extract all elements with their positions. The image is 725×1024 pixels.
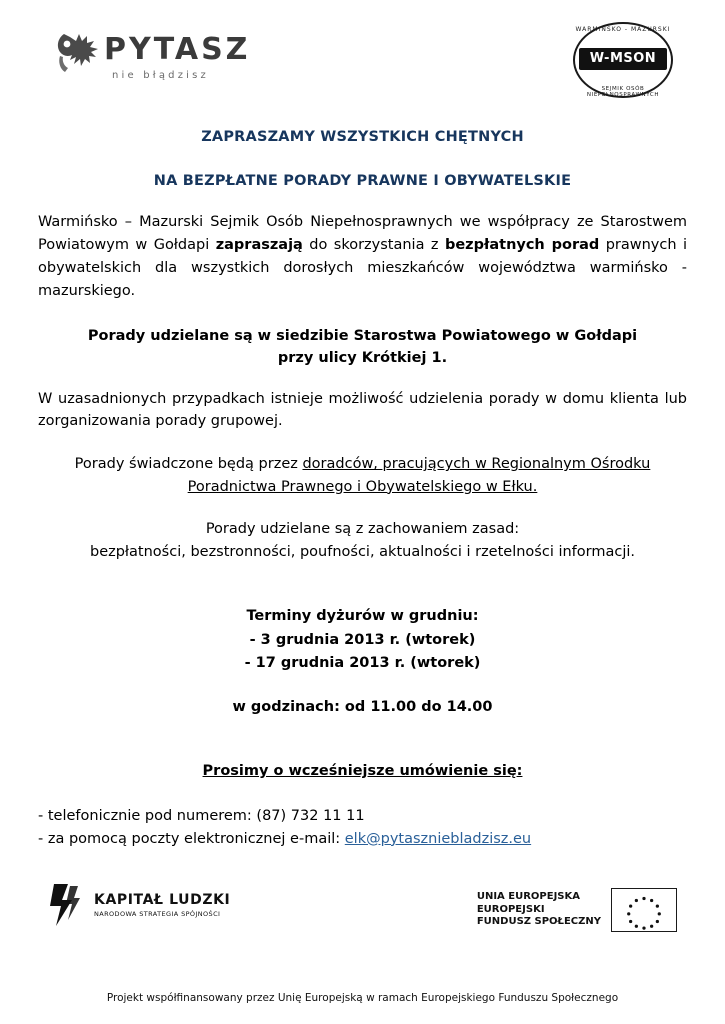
document-body <box>38 126 687 851</box>
wmson-arc-top: WARMIŃSKO - MAZURSKI <box>575 26 671 33</box>
kapital-ludzki-title: KAPITAŁ LUDZKI <box>94 892 231 908</box>
unia-europejska-text <box>477 891 601 929</box>
page-title-line-2: NA BEZPŁATNE PORADY PRAWNE I OBYWATELSKIE <box>153 173 572 190</box>
wmson-acronym: W-MSON <box>589 51 657 66</box>
intro-part-1: Warmińsko – Mazurski Sejmik Osób Niepełnosprawnych we współpracy ze Starostwem Powiatowym w Gołdapi <box>38 213 687 253</box>
location-line-1: Porady udzielane są w siedzibie Starostwa Powiatowego w Gołdapi <box>87 327 638 344</box>
intro-bold-2: bezpłatnych porad <box>444 236 600 253</box>
advisors-prefix: Porady świadczone będą przez <box>74 456 303 473</box>
unia-europejska-logo <box>477 888 677 932</box>
principles-block <box>38 518 687 563</box>
pytasz-tagline: nie błądzisz <box>112 70 209 81</box>
kapital-ludzki-figure-icon <box>50 884 84 926</box>
contact-block <box>38 805 687 851</box>
terms-heading: Terminy dyżurów w grudniu: <box>246 608 479 625</box>
intro-bold-1: zapraszają <box>215 236 303 253</box>
advisors-underlined-2: Poradnictwa Prawnego i Obywatelskiego w Ełku. <box>187 478 538 495</box>
advisors-block <box>38 453 687 498</box>
document-footer <box>0 884 725 1004</box>
footer-note: Projekt współfinansowany przez Unię Europejską w ramach Europejskiego Funduszu Społecznego <box>106 992 619 1004</box>
page-title-line-1: ZAPRASZAMY WSZYSTKICH CHĘTNYCH <box>201 129 524 145</box>
ue-line-3: FUNDUSZ SPOŁECZNY <box>476 916 601 928</box>
pytasz-figure-icon <box>54 30 102 76</box>
terms-date-1: - 3 grudnia 2013 r. (wtorek) <box>249 631 476 648</box>
terms-date-2: - 17 grudnia 2013 r. (wtorek) <box>244 655 481 672</box>
kapital-ludzki-logo <box>50 884 230 926</box>
home-visit-paragraph: W uzasadnionych przypadkach istnieje możliwość udzielenia porady w domu klienta lub zorganizowania porady grupowej. <box>38 390 687 430</box>
contact-email-line <box>38 828 687 851</box>
ue-line-2: EUROPEJSKI <box>476 903 545 915</box>
appointment-heading: Prosimy o wcześniejsze umówienie się: <box>202 763 523 780</box>
contact-email-prefix: - za pomocą poczty elektronicznej e-mail: <box>38 830 345 847</box>
principles-line-1: Porady udzielane są z zachowaniem zasad: <box>205 521 520 538</box>
hours-line: w godzinach: od 11.00 do 14.00 <box>232 698 493 715</box>
pytasz-wordmark: PYTASZ <box>104 32 251 67</box>
location-block <box>38 325 687 370</box>
principles-line-2: bezpłatności, bezstronności, poufności, aktualności i rzetelności informacji. <box>89 543 636 560</box>
wmson-acronym-bar <box>579 48 667 70</box>
intro-part-2: do skorzystania z <box>302 236 445 253</box>
wmson-arc-bottom: SEJMIK OSÓB NIEPEŁNOSPRAWNYCH <box>586 86 660 98</box>
ue-line-1: UNIA EUROPEJSKA <box>476 891 580 903</box>
contact-phone: - telefonicznie pod numerem: (87) 732 11 11 <box>38 807 365 824</box>
kapital-ludzki-subtitle: NARODOWA STRATEGIA SPÓJNOŚCI <box>94 910 221 918</box>
terms-block <box>38 605 687 675</box>
document-header <box>38 0 687 100</box>
eu-flag-icon <box>611 888 677 932</box>
wmson-logo <box>569 20 677 102</box>
advisors-underlined-1: doradców, pracujących w Regionalnym Ośrodku <box>302 456 651 473</box>
intro-paragraph <box>38 211 687 303</box>
pytasz-logo <box>54 28 254 98</box>
kapital-ludzki-text <box>94 892 230 918</box>
intro-part-3: prawnych i obywatelskich dla wszystkich dorosłych mieszkańców województwa warmińsko - mazurskiego. <box>38 236 688 299</box>
location-line-2: przy ulicy Krótkiej 1. <box>277 350 448 367</box>
contact-email-link[interactable]: elk@pytaszniebladzisz.eu <box>344 830 532 847</box>
